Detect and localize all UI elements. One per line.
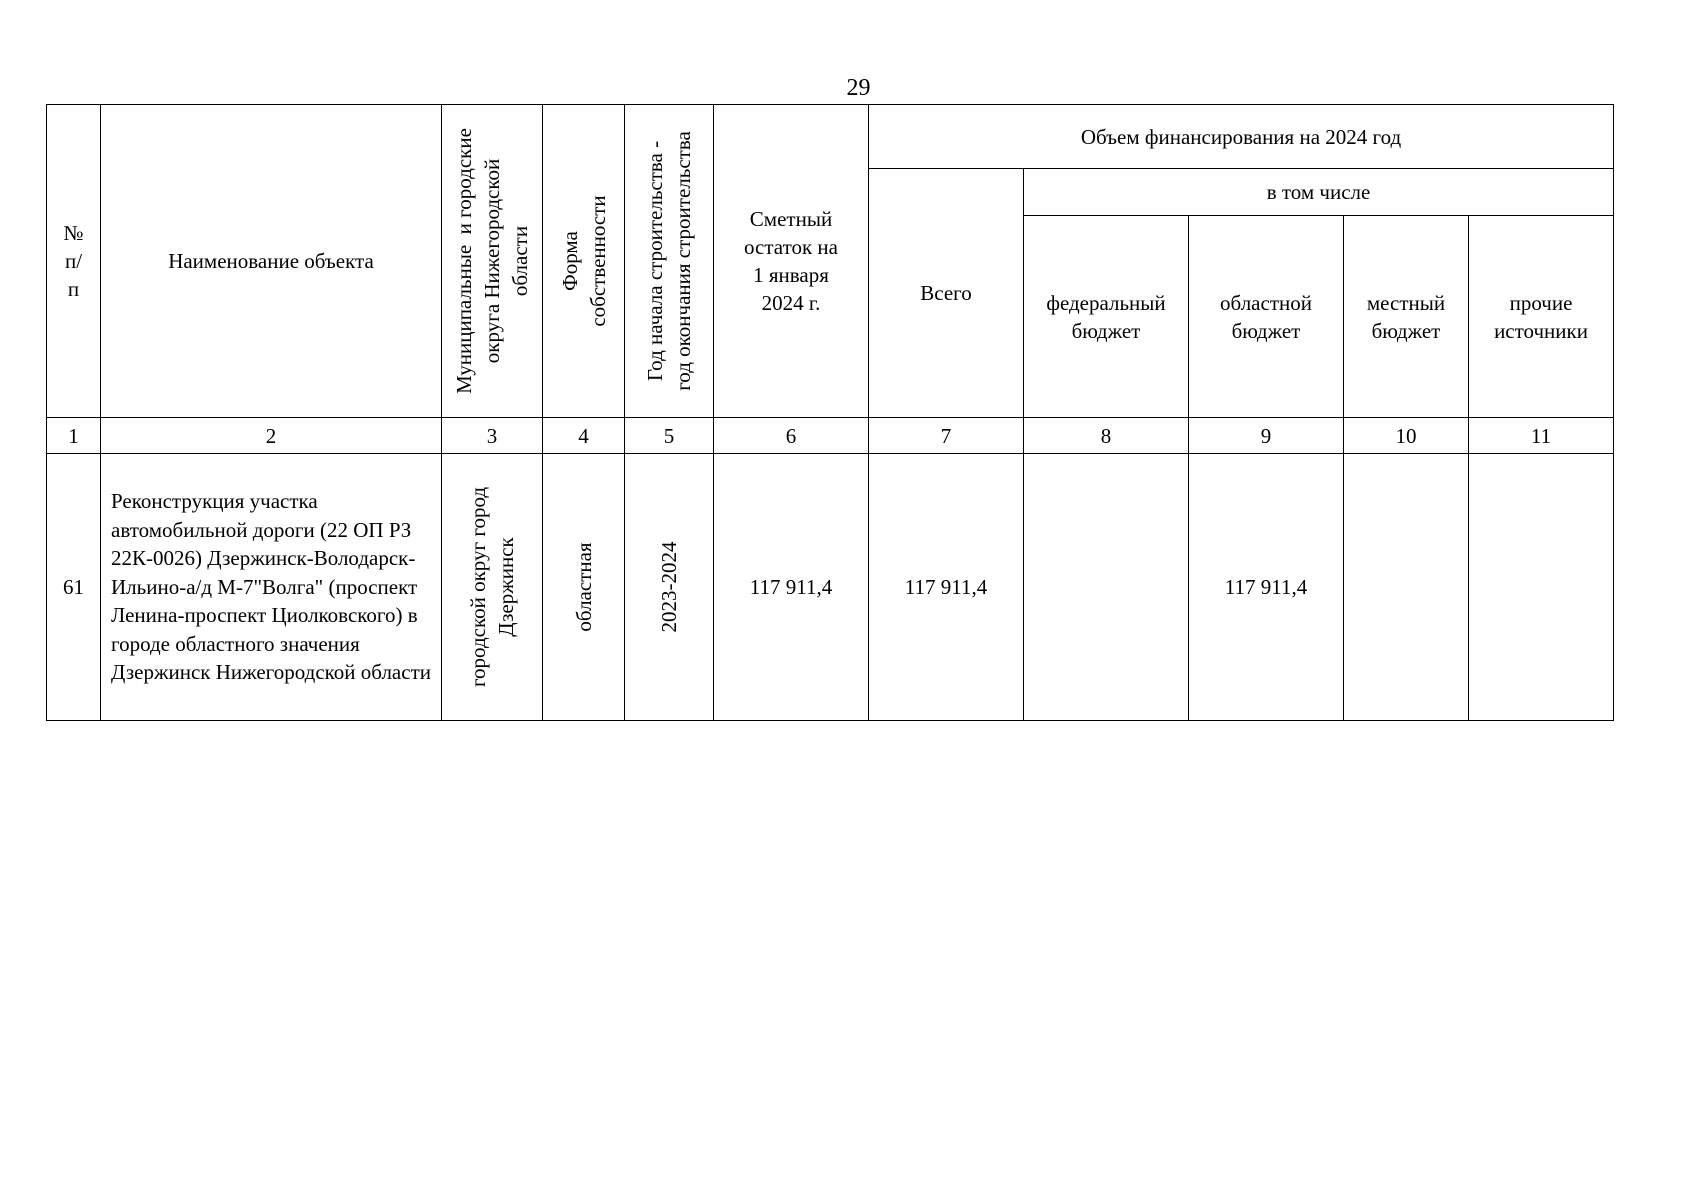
row-ownership-form: областная (543, 454, 625, 721)
header-federal-budget: федеральный бюджет (1024, 216, 1189, 418)
column-number: 11 (1469, 418, 1614, 454)
row-construction-years: 2023-2024 (625, 454, 714, 721)
column-number: 4 (543, 418, 625, 454)
column-number: 3 (442, 418, 543, 454)
column-number: 6 (714, 418, 869, 454)
column-number: 9 (1189, 418, 1344, 454)
row-estimate-balance: 117 911,4 (714, 454, 869, 721)
row-local-budget (1344, 454, 1469, 721)
header-object-name: Наименование объекта (101, 105, 442, 418)
header-estimate-balance: Сметный остаток на 1 января 2024 г. (714, 105, 869, 418)
row-other-sources (1469, 454, 1614, 721)
header-including: в том числе (1024, 169, 1614, 216)
header-total: Всего (869, 169, 1024, 418)
column-number: 5 (625, 418, 714, 454)
header-local-budget: местный бюджет (1344, 216, 1469, 418)
header-other-sources: прочие источники (1469, 216, 1614, 418)
column-number: 7 (869, 418, 1024, 454)
column-number: 10 (1344, 418, 1469, 454)
row-federal-budget (1024, 454, 1189, 721)
row-regional-budget: 117 911,4 (1189, 454, 1344, 721)
header-construction-years: Год начала строительства - год окончания строительства (625, 105, 714, 418)
column-number: 8 (1024, 418, 1189, 454)
header-funding-volume: Объем финансирования на 2024 год (869, 105, 1614, 169)
financing-table (46, 104, 1614, 721)
row-total: 117 911,4 (869, 454, 1024, 721)
row-object-name: Реконструкция участка автомобильной дороги (22 ОП РЗ 22К-0026) Дзержинск-Володарск-Ильино-а/д М-7"Волга" (проспект Ленина-проспект Циолковского) в городе областного значения Дзержинск Нижегородской области (101, 454, 442, 721)
row-num: 61 (47, 454, 101, 721)
header-regional-budget: областной бюджет (1189, 216, 1344, 418)
header-municipal-districts: Муниципальные и городские округа Нижегородской области (442, 105, 543, 418)
table-row (47, 454, 1614, 721)
column-number-row (47, 418, 1614, 454)
column-number: 2 (101, 418, 442, 454)
column-number: 1 (47, 418, 101, 454)
page-number: 29 (846, 75, 871, 101)
header-num: № п/ п (47, 105, 101, 418)
row-municipal-district: городской округ город Дзержинск (442, 454, 543, 721)
header-ownership-form: Форма собственности (543, 105, 625, 418)
